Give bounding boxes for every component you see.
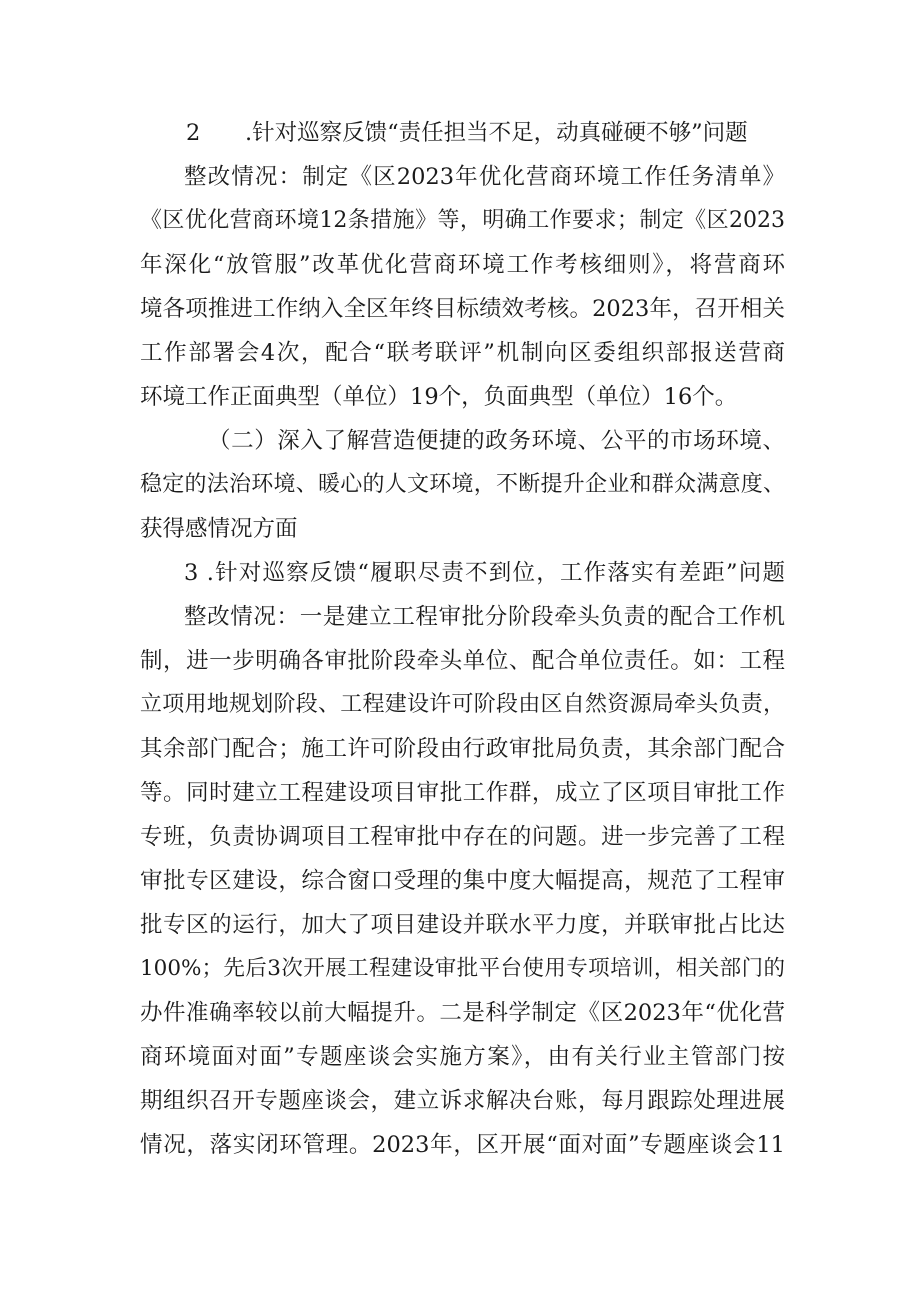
paragraph-line: 批专区的运行，加大了项目建设并联水平力度，并联审批占比达 — [140, 912, 785, 938]
paragraph-line: 工作部署会4次，配合“联考联评”机制向区委组织部报送营商 — [140, 340, 785, 366]
paragraph-line: 期组织召开专题座谈会，建立诉求解决台账，每月跟踪处理进展 — [140, 1088, 785, 1114]
section-heading: （二）深入了解营造便捷的政务环境、公平的市场环境、 — [208, 428, 785, 454]
paragraph-line: 100%；先后3次开展工程建设审批平台使用专项培训，相关部门的 — [140, 956, 785, 981]
paragraph-line: 办件准确率较以前大幅提升。二是科学制定《区2023年“优化营 — [140, 1000, 785, 1026]
section-heading: 稳定的法治环境、暖心的人文环境，不断提升企业和群众满意度、 — [140, 472, 785, 497]
paragraph-line: 专班，负责协调项目工程审批中存在的问题。进一步完善了工程 — [140, 824, 785, 850]
paragraph-line: 制，进一步明确各审批阶段牵头单位、配合单位责任。如：工程 — [140, 648, 785, 674]
paragraph-line: 《区优化营商环境12条措施》等，明确工作要求；制定《区2023 — [140, 208, 785, 233]
paragraph-line: 整改情况：制定《区2023年优化营商环境工作任务清单》 — [184, 164, 785, 190]
paragraph-line: 环境工作正面典型（单位）19个，负面典型（单位）16个。 — [140, 384, 738, 410]
paragraph-line: 等。同时建立工程建设项目审批工作群，成立了区项目审批工作 — [140, 780, 785, 806]
paragraph-line: 立项用地规划阶段、工程建设许可阶段由区自然资源局牵头负责， — [140, 692, 785, 717]
paragraph-line: 情况，落实闭环管理。2023年，区开展“面对面”专题座谈会11 — [140, 1132, 785, 1158]
paragraph-line: 其余部门配合；施工许可阶段由行政审批局负责，其余部门配合 — [140, 736, 785, 762]
paragraph-line: 商环境面对面”专题座谈会实施方案》，由有关行业主管部门按 — [140, 1044, 785, 1070]
item-number: 2 — [186, 120, 201, 146]
paragraph-line: 境各项推进工作纳入全区年终目标绩效考核。2023年，召开相关 — [140, 296, 785, 322]
item-heading: 3 .针对巡察反馈“履职尽责不到位，工作落实有差距”问题 — [184, 560, 785, 586]
item-heading: .针对巡察反馈“责任担当不足，动真碰硬不够”问题 — [245, 120, 748, 146]
paragraph-line: 年深化“放管服”改革优化营商环境工作考核细则》，将营商环 — [140, 252, 785, 278]
paragraph-line: 审批专区建设，综合窗口受理的集中度大幅提高，规范了工程审 — [140, 868, 785, 894]
paragraph-line: 整改情况：一是建立工程审批分阶段牵头负责的配合工作机 — [184, 604, 785, 630]
section-heading: 获得感情况方面 — [140, 516, 298, 542]
